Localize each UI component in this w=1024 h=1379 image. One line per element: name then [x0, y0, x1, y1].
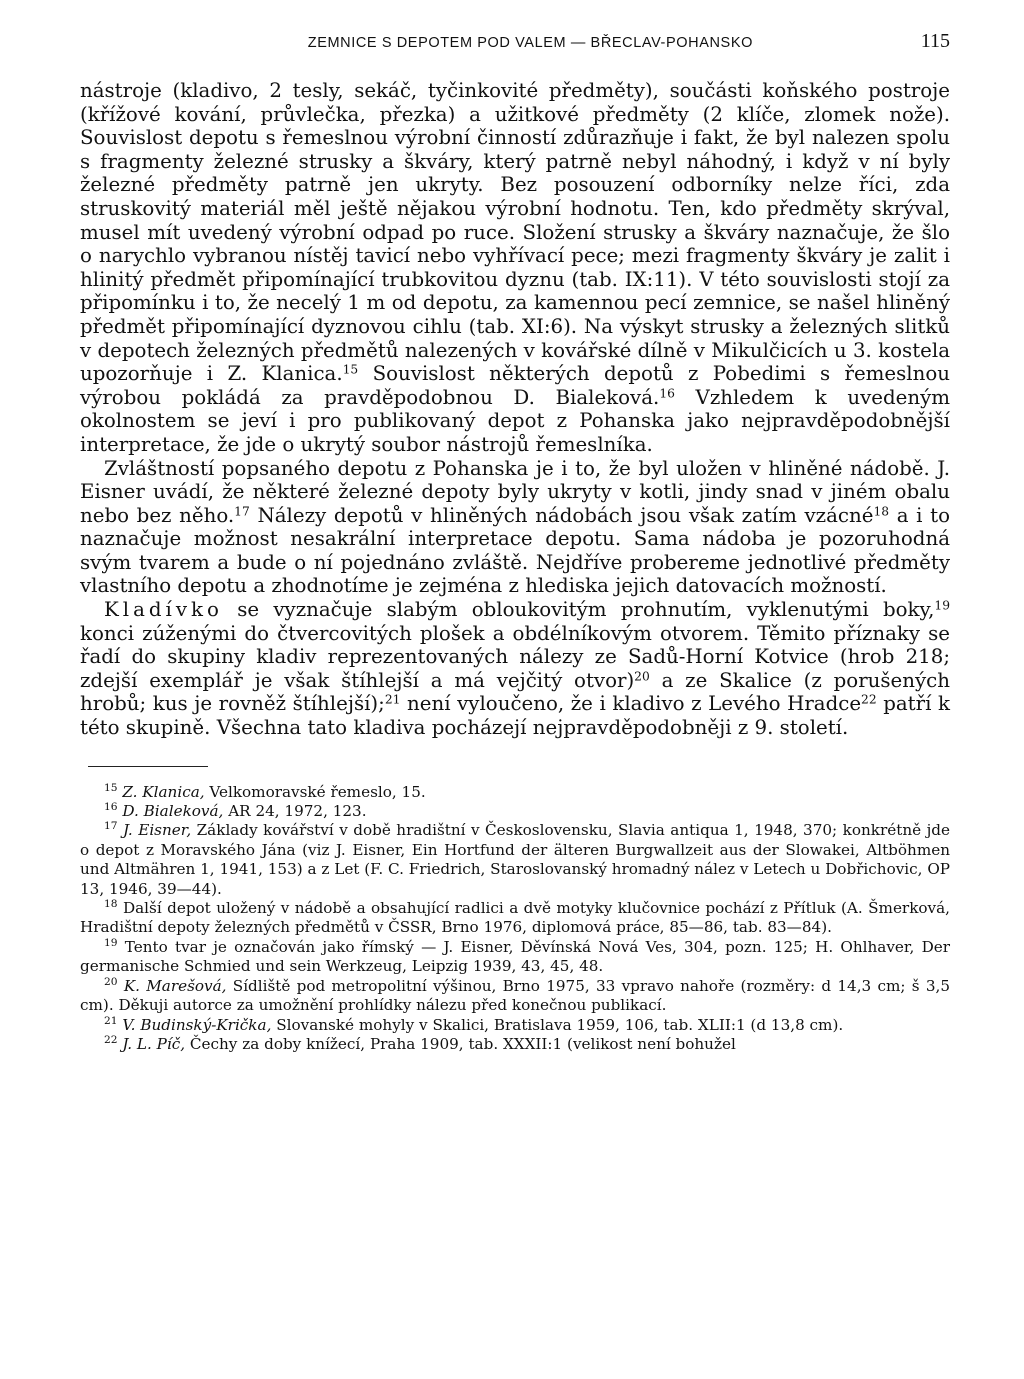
footnote-number: 18 — [104, 897, 118, 911]
footnote-text: Základy kovářství v době hradištní v Československu, Slavia antiqua 1, 1948, 370; konkrétně jde o depot z Moravského Jána (viz J. Eisner, Ein Hortfund der älteren Burgwallzeit aus der Slowakei, Altböhmen und Altmähren 1, 1941, 153) a z Let (F. C. Friedrich, Staroslovanský hromadný nález v Letech u Dobřichovic, OP 13, 1946, 39—44). — [80, 821, 950, 898]
footnote — [80, 1035, 950, 1054]
footnote — [80, 821, 950, 899]
footnote-ref: 19 — [934, 598, 950, 613]
footnote-divider — [88, 766, 208, 767]
footnote-author: Z. Klanica, — [122, 782, 205, 801]
footnote-ref: 16 — [659, 385, 675, 400]
paragraph-3 — [80, 598, 950, 740]
footnote-text: Slovanské mohyly v Skalici, Bratislava 1959, 106, tab. XLII:1 (d 13,8 cm). — [271, 1015, 844, 1034]
footnote-ref: 22 — [861, 692, 877, 707]
footnote-ref: 21 — [384, 692, 401, 707]
text-run: a ze Skalice (z porušených hrobů; kus je rovněž štíhlejší); — [80, 668, 950, 716]
text-run: konci zúženými do čtvercovitých plošek a obdélníkovým otvorem. Těmito příznaky se řadí do skupiny kladiv reprezentovaných nálezy ze Sadů-Horní Kotvice (hrob 218; zdejší exemplář je však štíhlejší a má vejčitý otvor) — [80, 621, 950, 692]
page-number: 115 — [920, 30, 950, 52]
text-run: nástroje (kladivo, 2 tesly, sekáč, tyčinkovité předměty), součásti koňského postroje (křížové kování, průvlečka, přezka) a užitkové předměty (2 klíče, zlomek nože). Souvislost depotu s řemeslnou výrobní činností zdůrazňuje i fakt, že byl nalezen spolu s fragmenty železné strusky a škváry, který patrně nebyl náhodný, i když v ní byly železné předměty patrně jen ukryty. Bez posouzení odborníky nelze říci, zda struskovitý materiál měl ještě nějakou výrobní hodnotu. Ten, kdo předměty skrýval, musel mít uvedený výrobní odpad po ruce. Složení strusky a škváry naznačuje, že šlo o narychlo vybranou nístěj tavicí nebo vyhřívací pece; mezi fragmenty škváry je zalit i hlinitý předmět připomínající trubkovitou dyznu (tab. IX:11). V této souvislosti stojí za připomínku i to, že necelý 1 m od depotu, za kamennou pecí zemnice, se našel hliněný předmět připomínající dyznovou cihlu (tab. XI:6). Na výskyt strusky a železných slitků v depotech železných předmětů nalezených v kovářské dílně v Mikulčicích u 3. kostela upozorňuje i Z. Klanica. — [80, 79, 950, 386]
footnote — [80, 1013, 950, 1035]
footnote-number: 21 — [104, 1013, 118, 1027]
footnote-number: 20 — [104, 974, 118, 988]
footnote-text: Čechy za doby knížecí, Praha 1909, tab. XXXII:1 (velikost není bohužel — [185, 1034, 736, 1053]
page — [80, 30, 950, 1054]
text-run: patří k této skupině. Všechna tato kladiva pocházejí nejpravděpodobněji z 9. století. — [80, 692, 950, 740]
body-text — [80, 79, 950, 740]
footnote-ref: 17 — [234, 503, 250, 518]
spaced-term: Kladívko — [104, 598, 223, 622]
footnote — [80, 938, 950, 977]
footnote-author: D. Bialeková, — [122, 802, 224, 821]
footnote — [80, 899, 950, 938]
footnotes — [80, 780, 951, 1055]
footnote-text: AR 24, 1972, 123. — [223, 802, 367, 821]
text-run: Zvláštností popsaného depotu z Pohanska je i to, že byl uložen v hliněné nádobě. J. Eisner uvádí, že některé železné depoty byly ukryty v kotli, jindy snad v jiném obalu nebo bez něho. — [80, 456, 950, 527]
footnote-ref: 18 — [873, 503, 890, 518]
footnote-author: K. Marešová, — [123, 976, 227, 995]
footnote-text: Další depot uložený v nádobě a obsahující radlici a dvě motyky klučovnice pochází z Přítluk (A. Šmerková, Hradištní depoty železných předmětů v ČSSR, Brno 1976, diplomová práce, 85—86, tab. 83—84). — [80, 899, 951, 937]
text-run: není vyloučeno, že i kladivo z Levého Hradce — [400, 692, 862, 716]
footnote-text: Sídliště pod metropolitní výšinou, Brno 1975, 33 vpravo nahoře (rozměry: d 14,3 cm; š 3,5 cm). Děkuji autorce za umožnění prohlídky nálezu před konečnou publikací. — [80, 976, 950, 1015]
footnote — [80, 780, 950, 802]
footnote-number: 19 — [104, 936, 118, 950]
footnote — [80, 974, 950, 1016]
footnote-number: 16 — [104, 800, 118, 814]
paragraph-1 — [80, 79, 950, 457]
running-head — [80, 30, 950, 53]
footnote-number: 17 — [104, 819, 118, 833]
text-run: Nálezy depotů v hliněných nádobách jsou však zatím vzácné — [249, 503, 874, 527]
footnote-author: J. L. Píč, — [122, 1034, 186, 1053]
footnote-author: J. Eisner, — [123, 821, 192, 840]
paragraph-2 — [80, 457, 950, 599]
footnote — [80, 802, 950, 821]
text-run: Vzhledem k uvedeným okolnostem se jeví i pro publikovaný depot z Pohanska jako nejpravděpodobnější interpretace, že jde o ukrytý soubor nástrojů řemeslníka. — [80, 385, 950, 456]
footnote-ref: 15 — [342, 362, 359, 377]
footnote-text: Tento tvar je označován jako římský — J. Eisner, Děvínská Nová Ves, 304, pozn. 125; H. Ohlhaver, Der germanische Schmied und sein Werkzeug, Leipzig 1939, 43, 45, 48. — [80, 937, 950, 976]
text-run: a i to naznačuje možnost nesakrální interpretace depotu. Sama nádoba je pozoruhodná svým tvarem a bude o ní pojednáno zvláště. Nejdříve probereme jednotlivé předměty vlastního depotu a zhodnotíme je zejména z hlediska jejich datovacích možností. — [80, 503, 951, 598]
footnote-ref: 20 — [634, 669, 650, 684]
footnote-author: V. Budinský-Krička, — [122, 1015, 272, 1034]
text-run: se vyznačuje slabým obloukovitým prohnutím, vyklenutými boky, — [222, 598, 935, 622]
running-title: ZEMNICE S DEPOTEM POD VALEM — BŘECLAV-POHANSKO — [307, 35, 753, 51]
text-run: Souvislost některých depotů z Pobedimi s řemeslnou výrobou pokládá za pravděpodobnou D. Bialeková. — [80, 362, 950, 409]
footnote-number: 15 — [104, 780, 118, 794]
footnote-number: 22 — [104, 1033, 118, 1047]
footnote-text: Velkomoravské řemeslo, 15. — [204, 782, 426, 801]
